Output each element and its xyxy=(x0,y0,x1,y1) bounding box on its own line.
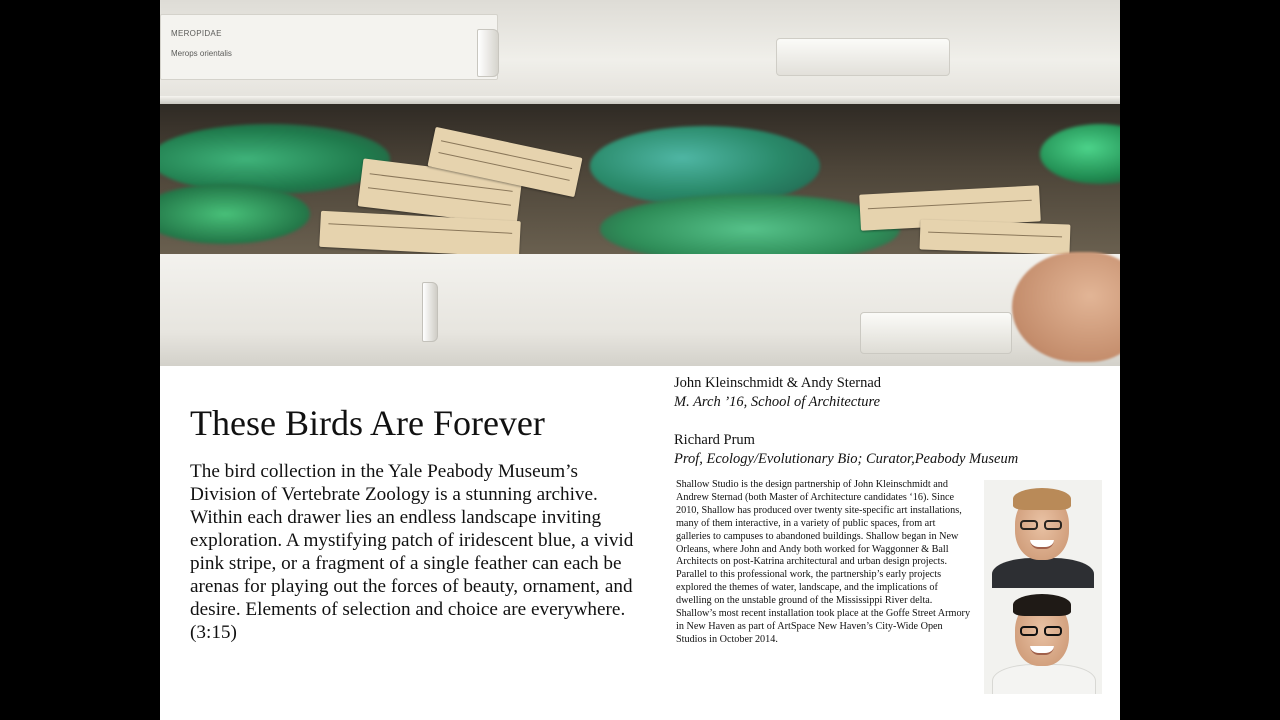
portrait-photo xyxy=(984,480,1102,588)
drawer-interior xyxy=(160,104,1120,264)
bird-specimen xyxy=(1040,124,1120,184)
upper-drawer-handle xyxy=(776,38,950,76)
curator-name: Richard Prum xyxy=(674,432,755,448)
specimen-tag xyxy=(920,219,1071,254)
bird-specimen xyxy=(160,124,390,194)
credits xyxy=(674,374,1094,469)
drawer-label-family: MEROPIDAE xyxy=(171,29,222,38)
artists-role: M. Arch ’16, School of Architecture xyxy=(674,394,881,410)
specimen-drawer-photo xyxy=(160,0,1120,366)
studio-bio: Shallow Studio is the design partnership of John Kleinschmidt and Andrew Sternad (both Master of Architecture candidates ‘16). Since 2010, Shallow has produced over twenty site-specific art installations, many of them interactive, in a variety of public spaces, from art galleries to campuses to abandoned buildings. Shallow began in New Orleans, where John and Andy both worked for Waggonner & Ball Architects on post-Katrina architectural and urban design projects. Parallel to this professional work, the partnership’s early projects explored the themes of water, landscape, and the implications of dwelling on the unstable ground of the Mississippi River delta. Shallow’s most recent installation took place at the Goffe Street Armory in New Haven as part of ArtSpace New Haven’s City-Wide Open Studios in October 2014. xyxy=(676,479,971,645)
article-title: These Birds Are Forever xyxy=(190,403,545,443)
drawer-label-species: Merops orientalis xyxy=(171,49,232,58)
lower-drawer-handle xyxy=(860,312,1012,354)
bird-specimen xyxy=(160,184,310,244)
portrait-photo xyxy=(984,588,1102,694)
article-lead: The bird collection in the Yale Peabody Museum’s Division of Vertebrate Zoology is a stunning archive. Within each drawer lies an endless landscape inviting exploration. A mystifying patch of iridescent blue, a vivid pink stripe, or a fragment of a single feather can each be arenas for playing out the forces of beauty, ornament, and desire. Elements of selection and choice are everywhere. (3:15) xyxy=(190,461,634,643)
curator-role: Prof, Ecology/Evolutionary Bio; Curator,Peabody Museum xyxy=(674,451,1019,467)
slide xyxy=(160,0,1120,720)
label-holder-tab xyxy=(477,29,499,77)
artists-name: John Kleinschmidt & Andy Sternad xyxy=(674,375,882,391)
upper-drawer-lip xyxy=(160,96,1120,104)
drawer-label-card xyxy=(160,14,498,80)
lower-drawer-tab xyxy=(422,282,438,342)
